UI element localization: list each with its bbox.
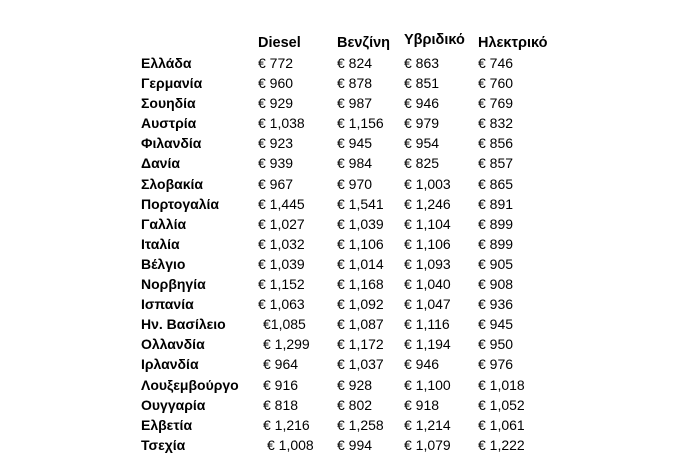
country-label: Γερμανία bbox=[141, 75, 203, 92]
diesel-value: € 923 bbox=[258, 135, 294, 152]
petrol-value: € 970 bbox=[337, 175, 373, 192]
petrol-value: € 1,156 bbox=[337, 115, 384, 132]
hybrid-value: € 1,100 bbox=[404, 376, 451, 393]
header-hybrid: Υβριδικό bbox=[404, 32, 465, 48]
country-label: Ιρλανδία bbox=[141, 356, 199, 373]
diesel-value: € 1,027 bbox=[258, 215, 305, 232]
country-label: Ισπανία bbox=[141, 296, 194, 313]
diesel-value: € 1,216 bbox=[263, 416, 310, 433]
petrol-value: € 1,168 bbox=[337, 276, 384, 293]
petrol-value: € 945 bbox=[337, 135, 373, 152]
country-label: Σλοβακία bbox=[141, 175, 204, 192]
hybrid-value: € 1,040 bbox=[404, 276, 451, 293]
hybrid-value: € 1,214 bbox=[404, 416, 451, 433]
hybrid-value: € 1,106 bbox=[404, 235, 451, 252]
electric-value: € 891 bbox=[478, 195, 514, 212]
diesel-value: € 772 bbox=[258, 55, 294, 71]
hybrid-value: € 1,047 bbox=[404, 296, 451, 313]
country-label: Ιταλία bbox=[141, 235, 180, 252]
electric-value: € 899 bbox=[478, 215, 514, 232]
petrol-value: € 878 bbox=[337, 75, 373, 92]
electric-value: € 1,222 bbox=[478, 436, 525, 453]
petrol-value: € 824 bbox=[337, 55, 373, 71]
diesel-value: € 818 bbox=[263, 396, 299, 413]
country-label: Γαλλία bbox=[141, 215, 187, 232]
country-label: Νορβηγία bbox=[141, 276, 206, 293]
diesel-value: €1,085 bbox=[263, 316, 306, 333]
electric-value: € 769 bbox=[478, 95, 514, 112]
electric-value: € 832 bbox=[478, 115, 514, 132]
hybrid-value: € 954 bbox=[404, 135, 440, 152]
header-electric: Ηλεκτρικό bbox=[478, 35, 548, 51]
hybrid-value: € 1,246 bbox=[404, 195, 451, 212]
diesel-value: € 967 bbox=[258, 175, 294, 192]
electric-value: € 1,052 bbox=[478, 396, 525, 413]
diesel-value: € 1,299 bbox=[263, 336, 310, 353]
electric-value: € 746 bbox=[478, 55, 514, 71]
diesel-value: € 1,039 bbox=[258, 255, 305, 272]
diesel-value: € 1,063 bbox=[258, 296, 305, 313]
petrol-value: € 1,014 bbox=[337, 255, 384, 272]
petrol-value: € 1,039 bbox=[337, 215, 384, 232]
electric-value: € 760 bbox=[478, 75, 514, 92]
diesel-value: € 929 bbox=[258, 95, 294, 112]
country-label: Βέλγιο bbox=[141, 255, 186, 272]
diesel-value: € 1,152 bbox=[258, 276, 305, 293]
hybrid-value: € 1,003 bbox=[404, 175, 451, 192]
country-label: Ελβετία bbox=[141, 416, 193, 433]
diesel-value: € 1,038 bbox=[258, 115, 305, 132]
hybrid-value: € 863 bbox=[404, 55, 440, 71]
petrol-value: € 1,541 bbox=[337, 195, 384, 212]
diesel-value: € 1,008 bbox=[267, 436, 314, 453]
hybrid-value: € 825 bbox=[404, 155, 440, 172]
petrol-value: € 994 bbox=[337, 436, 373, 453]
electric-value: € 1,061 bbox=[478, 416, 525, 433]
electric-value: € 857 bbox=[478, 155, 514, 172]
hybrid-value: € 946 bbox=[404, 356, 440, 373]
header-diesel: Diesel bbox=[258, 35, 301, 51]
country-label: Ολλανδία bbox=[141, 336, 205, 353]
hybrid-value: € 979 bbox=[404, 115, 440, 132]
country-label: Ουγγαρία bbox=[141, 396, 206, 413]
hybrid-value: € 1,104 bbox=[404, 215, 451, 232]
hybrid-value: € 918 bbox=[404, 396, 440, 413]
petrol-value: € 1,087 bbox=[337, 316, 384, 333]
petrol-value: € 1,172 bbox=[337, 336, 384, 353]
hybrid-value: € 1,093 bbox=[404, 255, 451, 272]
country-label: Ελλάδα bbox=[141, 55, 192, 71]
hybrid-value: € 1,079 bbox=[404, 436, 451, 453]
petrol-value: € 1,106 bbox=[337, 235, 384, 252]
electric-value: € 936 bbox=[478, 296, 514, 313]
country-label: Δανία bbox=[141, 155, 180, 172]
country-label: Πορτογαλία bbox=[141, 195, 220, 212]
petrol-value: € 1,092 bbox=[337, 296, 384, 313]
electric-value: € 945 bbox=[478, 316, 514, 333]
electric-value: € 856 bbox=[478, 135, 514, 152]
petrol-value: € 802 bbox=[337, 396, 373, 413]
electric-value: € 950 bbox=[478, 336, 514, 353]
diesel-value: € 939 bbox=[258, 155, 294, 172]
country-label: Φιλανδία bbox=[141, 135, 202, 152]
petrol-value: € 987 bbox=[337, 95, 373, 112]
country-label: Λουξεμβούργο bbox=[141, 376, 239, 393]
petrol-value: € 928 bbox=[337, 376, 373, 393]
petrol-value: € 1,037 bbox=[337, 356, 384, 373]
country-label: Ην. Βασίλειο bbox=[141, 316, 226, 333]
electric-value: € 899 bbox=[478, 235, 514, 252]
diesel-value: € 964 bbox=[263, 356, 299, 373]
header-petrol: Βενζίνη bbox=[337, 35, 391, 51]
electric-value: € 905 bbox=[478, 255, 514, 272]
country-label: Αυστρία bbox=[141, 115, 197, 132]
hybrid-value: € 851 bbox=[404, 75, 440, 92]
diesel-value: € 960 bbox=[258, 75, 294, 92]
hybrid-value: € 946 bbox=[404, 95, 440, 112]
petrol-value: € 984 bbox=[337, 155, 373, 172]
diesel-value: € 1,032 bbox=[258, 235, 305, 252]
hybrid-value: € 1,194 bbox=[404, 336, 451, 353]
petrol-value: € 1,258 bbox=[337, 416, 384, 433]
country-label: Τσεχία bbox=[141, 436, 186, 453]
electric-value: € 865 bbox=[478, 175, 514, 192]
electric-value: € 976 bbox=[478, 356, 514, 373]
electric-value: € 908 bbox=[478, 276, 514, 293]
hybrid-value: € 1,116 bbox=[404, 316, 450, 333]
diesel-value: € 916 bbox=[263, 376, 299, 393]
electric-value: € 1,018 bbox=[478, 376, 525, 393]
country-label: Σουηδία bbox=[141, 95, 196, 112]
diesel-value: € 1,445 bbox=[258, 195, 305, 212]
